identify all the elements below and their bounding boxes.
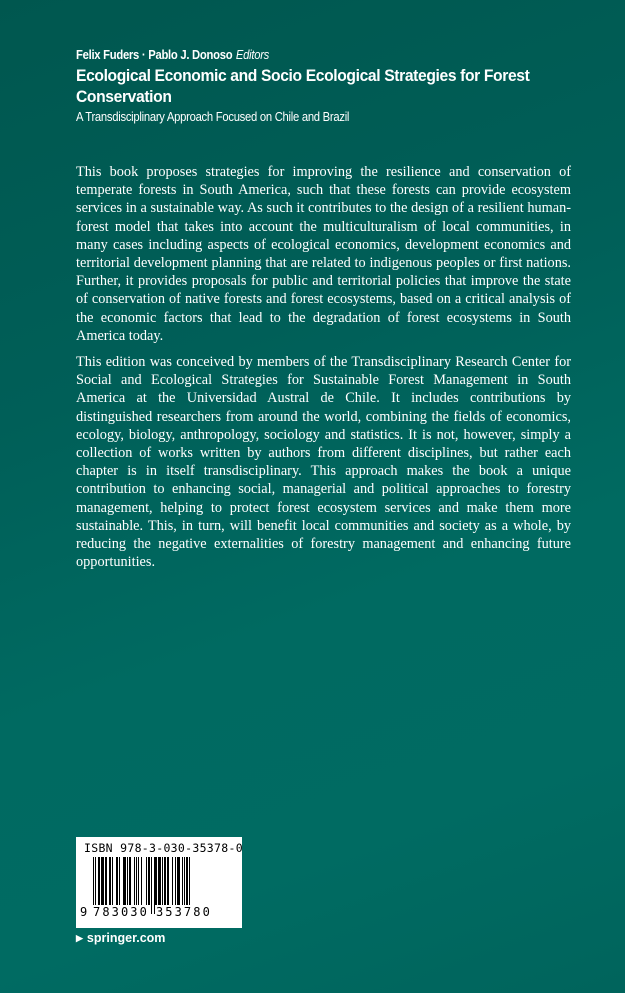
cover-header — [76, 48, 576, 125]
book-subtitle: A Transdisciplinary Approach Focused on Chile and Brazil — [76, 110, 350, 124]
editors-names: Felix Fuders · Pablo J. Donoso — [76, 48, 233, 62]
play-arrow-icon: ▶ — [76, 933, 83, 943]
barcode-digit-first: 9 — [80, 905, 88, 919]
barcode-digits-right: 353780 — [155, 905, 212, 919]
blurb-paragraph: This book proposes strategies for improving the resilience and conservation of temperate forests in South America, such that these forests can provide ecosystem services in a sustainable way. As such it contributes to the design of a resilient human-forest model that takes into account the multiculturalism of local communities, in many cases including aspects of ecological economics, development economics and territorial development planning that are related to indigenous peoples or first nations. Further, it provides proposals for public and territorial policies that improve the state of conservation of native forests and forest ecosystems, based on a critical analysis of the economic factors that lead to the degradation of forest ecosystems in South America today. — [76, 164, 571, 344]
barcode-digits — [80, 905, 213, 919]
blurb — [76, 163, 571, 579]
springer-link[interactable] — [76, 931, 165, 945]
barcode-digits-left: 783030 — [93, 905, 149, 919]
editors-line — [76, 48, 526, 62]
isbn-label: ISBN 978-3-030-35378-0 — [84, 841, 243, 855]
blurb-paragraph: This edition was conceived by members of the Transdisciplinary Research Center for Social and Ecological Strategies for Sustainable Forest Management in South America at the Universidad Austral de Chile. It includes contributions by distinguished researchers from around the world, combining the fields of economics, ecology, biology, anthropology, sociology and statistics. It is not, however, simply a collection of works written by authors from different disciplines, but rather each chapter is in itself transdisciplinary. This approach makes the book a unique contribution to enhancing social, managerial and political approaches to forestry management, helping to protect forest ecosystem services and make them more sustainable. This, in turn, will benefit local communities and society as a whole, by reducing the negative externalities of forestry management and enhancing future opportunities. — [76, 354, 571, 571]
isbn-barcode-box — [76, 837, 242, 928]
editors-role: Editors — [235, 48, 270, 62]
book-title: Ecological Economic and Socio Ecological Strategies for Forest Conservation — [76, 66, 530, 106]
springer-link-text: springer.com — [86, 931, 166, 945]
